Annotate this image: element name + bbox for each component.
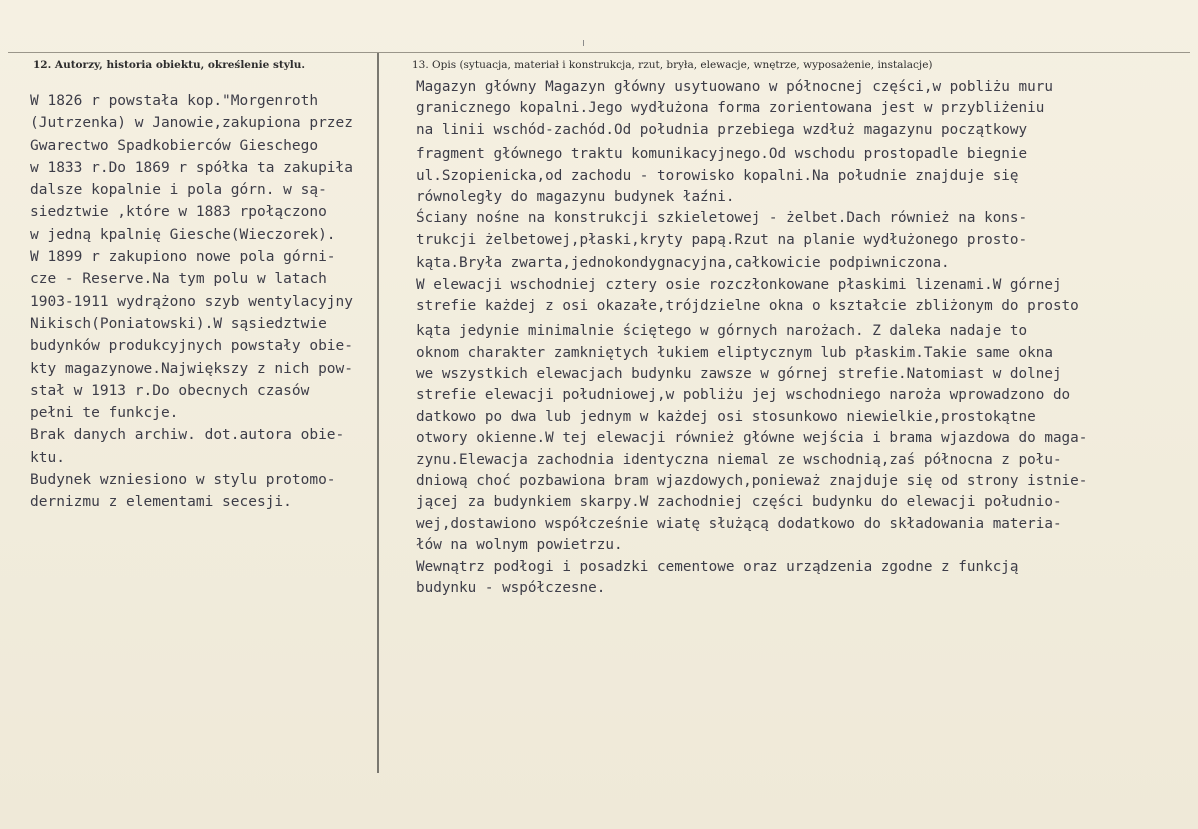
pencil-mark	[583, 40, 584, 46]
description-line: Wewnątrz podłogi i posadzki cementowe oraz urządzenia zgodne z funkcją	[416, 558, 1019, 575]
history-line: siedztwie ,które w 1883 rpołączono	[30, 204, 327, 221]
description-line: trukcji żelbetowej,płaski,kryty papą.Rzut na planie wydłużonego prosto-	[416, 231, 1028, 248]
description-line: otwory okienne.W tej elewacji również główne wejścia i brama wjazdowa do maga-	[416, 430, 1088, 447]
left-column-heading: 12. Autorzy, historia obiektu, określenie stylu.	[33, 59, 306, 71]
description-line: dniową choć pozbawiona bram wjazdowych,ponieważ znajduje się od strony istnie-	[416, 473, 1088, 490]
description-line: W elewacji wschodniej cztery osie rozczłonkowane płaskimi lizenami.W górnej	[416, 276, 1062, 293]
description-line: ul.Szopienicka,od zachodu - torowisko kopalni.Na południe znajduje się	[416, 167, 1019, 184]
history-text	[30, 90, 353, 514]
history-line: dalsze kopalnie i pola górn. w są-	[30, 182, 327, 199]
description-line: równoległy do magazynu budynek łaźni.	[416, 188, 735, 205]
description-text	[416, 77, 1088, 596]
description-line: kąta.Bryła zwarta,jednokondygnacyjna,całkowicie podpiwniczona.	[416, 255, 950, 272]
history-line: w jedną kpalnię Giesche(Wieczorek).	[30, 226, 336, 243]
history-line: dernizmu z elementami secesji.	[30, 494, 292, 511]
history-line: ktu.	[30, 449, 65, 466]
description-line: zynu.Elewacja zachodnia identyczna niemal ze wschodnią,zaś północna z połu-	[416, 451, 1062, 468]
description-line: datkowo po dwa lub jednym w każdej osi stosunkowo niewielkie,prostokątne	[416, 408, 1036, 425]
description-line: łów na wolnym powietrzu.	[416, 537, 623, 554]
description-line: wej,dostawiono współcześnie wiatę służącą dodatkowo do składowania materia-	[416, 515, 1062, 532]
description-line: Magazyn główny Magazyn główny usytuowano w północnej części,w pobliżu muru	[416, 79, 1053, 95]
history-line: W 1826 r powstała kop."Morgenroth	[30, 93, 319, 109]
history-line: Brak danych archiw. dot.autora obie-	[30, 427, 345, 444]
description-line: Ściany nośne na konstrukcji szkieletowej - żelbet.Dach również na kons-	[416, 210, 1028, 227]
description-line: we wszystkich elewacjach budynku zawsze w górnej strefie.Natomiast w dolnej	[416, 366, 1062, 383]
description-line: oknom charakter zamkniętych łukiem eliptycznym lub płaskim.Takie same okna	[416, 344, 1053, 361]
history-line: (Jutrzenka) w Janowie,zakupiona przez	[30, 115, 354, 132]
history-line: budynków produkcyjnych powstały obie-	[30, 338, 354, 355]
history-line: Nikisch(Poniatowski).W sąsiedztwie	[30, 315, 327, 332]
history-line: 1903-1911 wydrążono szyb wentylacyjny	[30, 293, 354, 310]
description-line: jącej za budynkiem skarpy.W zachodniej części budynku do elewacji południo-	[416, 494, 1062, 511]
history-line: kty magazynowe.Największy z nich pow-	[30, 360, 354, 377]
right-column-heading: 13. Opis (sytuacja, materiał i konstrukcja, rzut, bryła, elewacje, wnętrze, wyposażenie, instalacje)	[412, 59, 933, 71]
description-line: kąta jedynie minimalnie ściętego w górnych narożach. Z daleka nadaje to	[416, 323, 1028, 340]
history-line: cze - Reserve.Na tym polu w latach	[30, 271, 327, 288]
description-line: strefie każdej z osi okazałe,trójdzielne okna o kształcie zbliżonym do prosto	[416, 297, 1079, 314]
description-line: na linii wschód-zachód.Od południa przebiega wzdłuż magazynu początkowy	[416, 121, 1028, 138]
description-line: strefie elewacji południowej,w pobliżu jej wschodniego naroża wprowadzono do	[416, 387, 1071, 404]
column-divider	[377, 53, 379, 773]
description-line: budynku - współczesne.	[416, 579, 606, 596]
history-line: W 1899 r zakupiono nowe pola górni-	[30, 249, 336, 266]
history-line: w 1833 r.Do 1869 r spółka ta zakupiła	[30, 159, 354, 176]
history-line: Budynek wzniesiono w stylu protomo-	[30, 472, 336, 489]
history-line: Gwarectwo Spadkobierców Gieschego	[30, 137, 319, 154]
description-line: fragment głównego traktu komunikacyjnego.Od wschodu prostopadle biegnie	[416, 146, 1028, 163]
history-line: stał w 1913 r.Do obecnych czasów	[30, 382, 310, 399]
description-line: granicznego kopalni.Jego wydłużona forma zorientowana jest w przybliżeniu	[416, 100, 1045, 117]
history-line: pełni te funkcje.	[30, 405, 179, 422]
top-rule	[8, 52, 1190, 53]
